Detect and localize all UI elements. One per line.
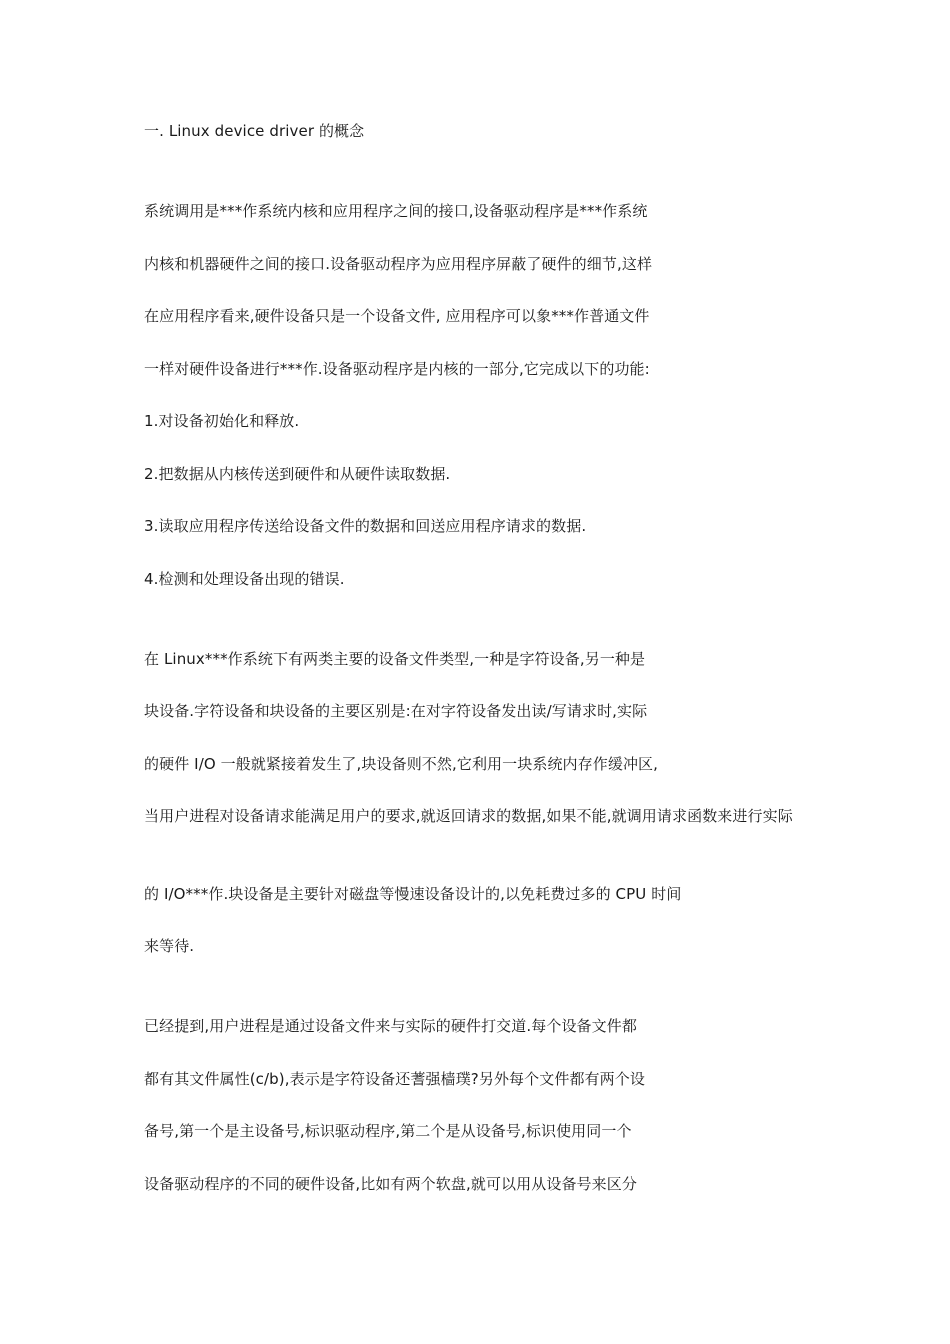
list-item: 4.检测和处理设备出现的错误. [144,570,345,588]
list-item: 3.读取应用程序传送给设备文件的数据和回送应用程序请求的数据. [144,517,587,535]
paragraph-line: 一样对硬件设备进行***作.设备驱动程序是内核的一部分,它完成以下的功能: [144,360,650,378]
paragraph-line: 的硬件 I/O 一般就紧接着发生了,块设备则不然,它利用一块系统内存作缓冲区, [144,755,659,773]
list-item: 2.把数据从内核传送到硬件和从硬件读取数据. [144,465,451,483]
paragraph-line: 在 Linux***作系统下有两类主要的设备文件类型,一种是字符设备,另一种是 [144,650,646,668]
paragraph-line: 都有其文件属性(c/b),表示是字符设备还蓍强樯璞?另外每个文件都有两个设 [144,1070,645,1088]
paragraph-line: 备号,第一个是主设备号,标识驱动程序,第二个是从设备号,标识使用同一个 [144,1122,632,1140]
section-heading: 一. Linux device driver 的概念 [144,122,365,140]
paragraph-line: 的 I/O***作.块设备是主要针对磁盘等慢速设备设计的,以免耗费过多的 CPU 时间 [144,885,682,903]
paragraph-line: 内核和机器硬件之间的接口.设备驱动程序为应用程序屏蔽了硬件的细节,这样 [144,255,653,273]
paragraph-line: 系统调用是***作系统内核和应用程序之间的接口,设备驱动程序是***作系统 [144,202,648,220]
paragraph-line: 来等待. [144,937,195,955]
paragraph-line: 当用户进程对设备请求能满足用户的要求,就返回请求的数据,如果不能,就调用请求函数来进行实际 [144,807,793,825]
list-item: 1.对设备初始化和释放. [144,412,300,430]
paragraph-line: 块设备.字符设备和块设备的主要区别是:在对字符设备发出读/写请求时,实际 [144,702,648,720]
paragraph-line: 在应用程序看来,硬件设备只是一个设备文件, 应用程序可以象***作普通文件 [144,307,650,325]
paragraph-line: 已经提到,用户进程是通过设备文件来与实际的硬件打交道.每个设备文件都 [144,1017,637,1035]
paragraph-line: 设备驱动程序的不同的硬件设备,比如有两个软盘,就可以用从设备号来区分 [144,1175,637,1193]
